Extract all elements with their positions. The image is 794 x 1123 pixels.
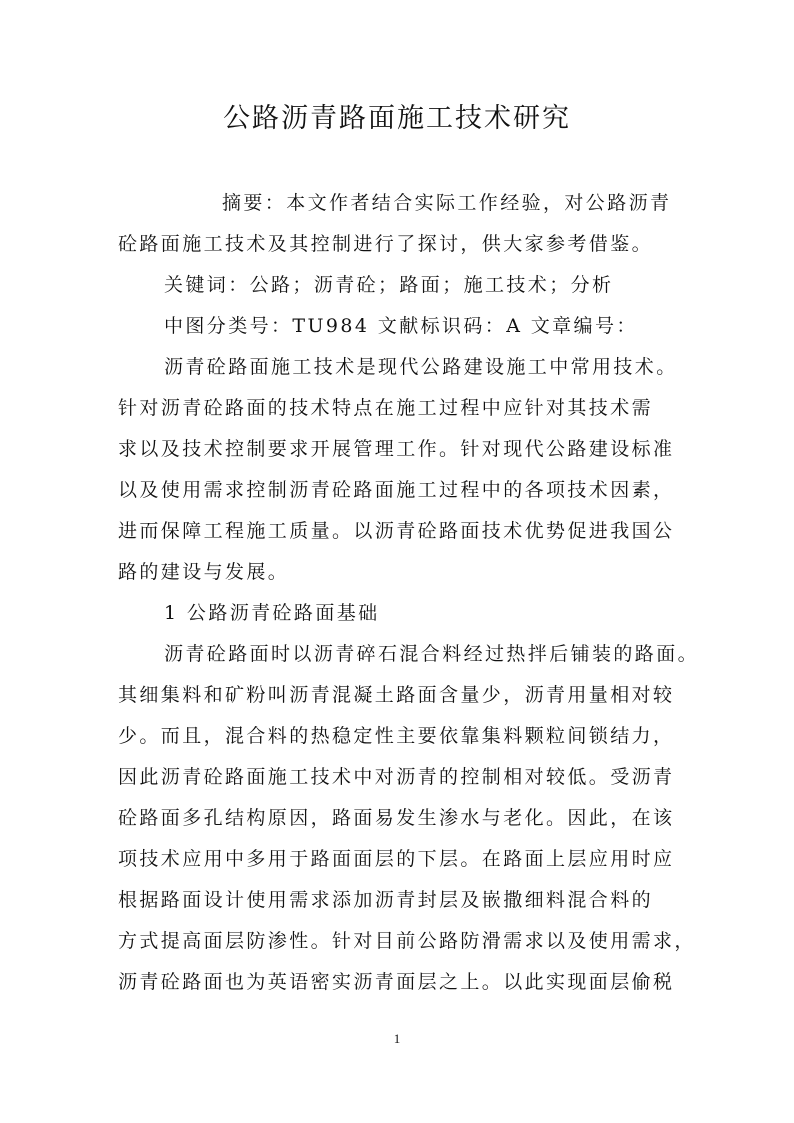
- paragraph-line: 求以及技术控制要求开展管理工作。针对现代公路建设标准: [118, 438, 675, 460]
- section-line: 根据路面设计使用需求添加沥青封层及嵌撒细料混合料的: [118, 889, 654, 911]
- classification-line: 中图分类号：TU984 文献标识码：A 文章编号：: [164, 315, 638, 337]
- section-line: 其细集料和矿粉叫沥青混凝土路面含量少，沥青用量相对较: [118, 684, 675, 706]
- section-line: 方式提高面层防渗性。针对目前公路防滑需求以及使用需求，: [118, 930, 696, 952]
- paragraph-line: 以及使用需求控制沥青砼路面施工过程中的各项技术因素，: [118, 479, 675, 501]
- abstract-line: 摘要：本文作者结合实际工作经验，对公路沥青: [222, 192, 672, 214]
- paragraph-line: 沥青砼路面施工技术是现代公路建设施工中常用技术。: [164, 356, 678, 378]
- page-number: 1: [393, 1031, 401, 1046]
- section-line: 因此沥青砼路面施工技术中对沥青的控制相对较低。受沥青: [118, 766, 675, 788]
- paragraph-line: 进而保障工程施工质量。以沥青砼路面技术优势促进我国公: [118, 520, 675, 542]
- section-heading: 1 公路沥青砼路面基础: [164, 602, 380, 624]
- paragraph-line: 路的建设与发展。: [118, 561, 290, 583]
- section-line: 沥青砼路面也为英语密实沥青面层之上。以此实现面层偷税: [118, 971, 675, 993]
- section-line: 砼路面多孔结构原因，路面易发生渗水与老化。因此，在该: [118, 807, 675, 829]
- document-title: 公路沥青路面施工技术研究: [223, 103, 571, 134]
- section-line: 少。而且，混合料的热稳定性主要依靠集料颗粒间锁结力，: [118, 725, 675, 747]
- section-line: 项技术应用中多用于路面面层的下层。在路面上层应用时应: [118, 848, 675, 870]
- abstract-line: 砼路面施工技术及其控制进行了探讨，供大家参考借鉴。: [118, 233, 654, 255]
- keywords-line: 关键词：公路；沥青砼；路面；施工技术；分析: [164, 274, 614, 296]
- section-line: 沥青砼路面时以沥青碎石混合料经过热拌后铺装的路面。: [164, 643, 700, 665]
- paragraph-line: 针对沥青砼路面的技术特点在施工过程中应针对其技术需: [118, 397, 654, 419]
